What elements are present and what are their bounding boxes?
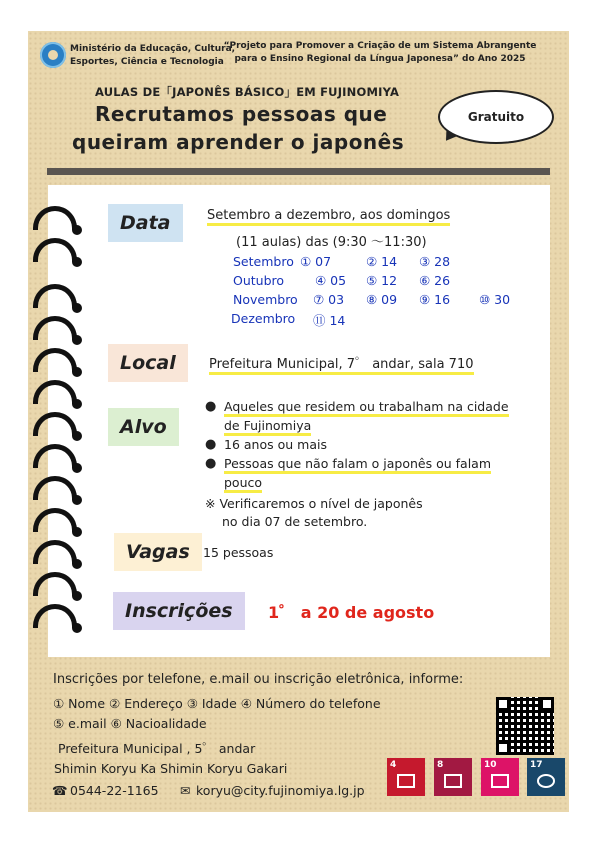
- phone-icon: ☎: [52, 783, 68, 798]
- mail-icon: ✉: [180, 783, 191, 798]
- project-title: “Projeto para Promover a Criação de um Sistema Abrangente para o Ensino Regional da Língua Japonesa” do Ano 2025: [223, 41, 537, 64]
- alvo-label: Alvo: [108, 408, 179, 446]
- alvo-item-3-cont: pouco: [224, 475, 262, 493]
- month-name: Dezembro: [231, 311, 296, 326]
- alvo-item-2: 16 anos ou mais: [224, 437, 327, 452]
- class-date: ③ 28: [419, 254, 451, 269]
- class-date: ⑩ 30: [479, 292, 511, 307]
- inscricoes-label: Inscrições: [113, 592, 245, 630]
- alvo-item-3: Pessoas que não falam o japonês ou falam: [224, 456, 491, 474]
- equality-icon: [491, 774, 509, 788]
- bullet-icon: ●: [205, 399, 217, 414]
- class-date: ⑦ 03: [313, 292, 345, 307]
- class-date: ⑨ 16: [419, 292, 451, 307]
- phone-number[interactable]: 0544-22-1165: [70, 783, 159, 798]
- book-icon: [397, 774, 415, 788]
- local-label: Local: [108, 344, 188, 382]
- class-date: ⑪ 14: [313, 313, 346, 328]
- free-badge: Gratuito: [438, 90, 554, 144]
- class-date: ⑤ 12: [366, 273, 398, 288]
- footer-instructions: Inscrições por telefone, e.mail ou inscrição eletrônica, informe:: [53, 672, 464, 687]
- growth-chart-icon: [444, 774, 462, 788]
- partnership-icon: [537, 774, 555, 788]
- month-name: Setembro: [233, 254, 294, 269]
- ministry-name: Ministério da Educação, Cultura, Esportes, Ciência e Tecnologia: [70, 44, 236, 67]
- header-divider: [47, 168, 550, 175]
- alvo-item-1: Aqueles que residem ou trabalham na cidade: [224, 399, 509, 417]
- sdg-17-icon: 17: [527, 758, 565, 796]
- data-hours: (11 aulas) das (9:30 〜11:30): [236, 235, 427, 250]
- class-date: ① 07: [300, 254, 332, 269]
- qr-code-icon[interactable]: [496, 697, 554, 755]
- class-date: ⑥ 26: [419, 273, 451, 288]
- month-name: Outubro: [233, 273, 285, 288]
- bullet-icon: ●: [205, 456, 217, 471]
- footer-required-info-cont: ⑤ e.mail ⑥ Nacioalidade: [53, 716, 207, 731]
- alvo-item-1-cont: de Fujinomiya: [224, 418, 311, 436]
- month-name: Novembro: [233, 292, 298, 307]
- local-address: Prefeitura Municipal, 7゜ andar, sala 710: [209, 353, 474, 375]
- qr-finder-icon: [496, 741, 510, 755]
- qr-finder-icon: [540, 697, 554, 711]
- footer-office: Prefeitura Municipal , 5゜ andar: [58, 741, 256, 756]
- ministry-logo-icon: [40, 42, 66, 68]
- footer-required-info: ① Nome ② Endereço ③ Idade ④ Número do telefone: [53, 696, 381, 711]
- class-date: ⑧ 09: [366, 292, 398, 307]
- alvo-note-cont: no dia 07 de setembro.: [222, 514, 368, 529]
- class-date: ② 14: [366, 254, 398, 269]
- bullet-icon: ●: [205, 437, 217, 452]
- data-label: Data: [108, 204, 183, 242]
- email-link[interactable]: koryu@city.fujinomiya.lg.jp: [196, 783, 365, 798]
- course-title: AULAS DE「JAPONÊS BÁSICO」EM FUJINOMIYA: [95, 85, 400, 99]
- headline-line1: Recrutamos pessoas que: [95, 102, 388, 126]
- alvo-note: ※ Verificaremos o nível de japonês: [205, 496, 423, 511]
- headline-line2: queiram aprender o japonês: [72, 130, 405, 154]
- vagas-label: Vagas: [114, 533, 202, 571]
- sdg-4-icon: 4: [387, 758, 425, 796]
- inscricoes-period: 1゜ a 20 de agosto: [268, 603, 435, 622]
- footer-department: Shimin Koryu Ka Shimin Koryu Gakari: [54, 761, 288, 776]
- data-schedule: Setembro a dezembro, aos domingos: [207, 208, 450, 226]
- sdg-10-icon: 10: [481, 758, 519, 796]
- qr-finder-icon: [496, 697, 510, 711]
- vagas-count: 15 pessoas: [203, 545, 274, 560]
- class-date: ④ 05: [315, 273, 347, 288]
- sdg-8-icon: 8: [434, 758, 472, 796]
